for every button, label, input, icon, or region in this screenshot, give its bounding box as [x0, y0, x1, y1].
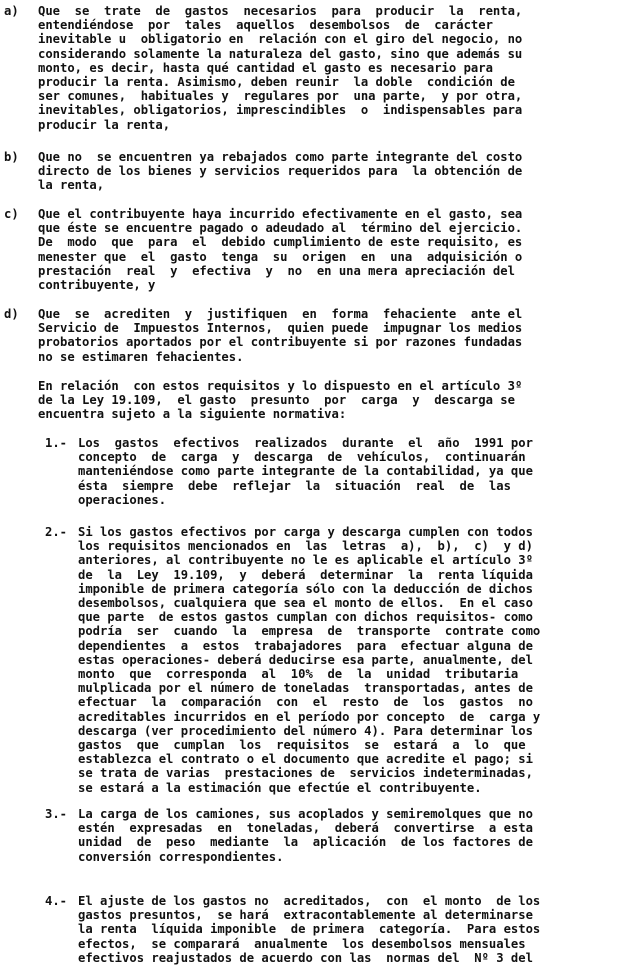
- item-text-line: Que el contribuyente haya incurrido efectivamente en el gasto, sea: [38, 207, 523, 221]
- item-text-line: Que no se encuentren ya rebajados como parte integrante del costo: [38, 150, 523, 164]
- item-text-line: producir la renta,: [38, 117, 171, 132]
- numbered-text-line: efectos, se comparará anualmente los desembolsos mensuales: [78, 936, 526, 951]
- item-text-line: monto, es decir, hasta qué cantidad el gasto es necesario para: [38, 60, 493, 75]
- numbered-text-line: dependientes a estos trabajadores para efectuar alguna de: [78, 638, 533, 653]
- numbered-text-line: manteniéndose como parte integrante de la contabilidad, ya que: [78, 464, 533, 479]
- item-text-line: entendiéndose por tales aquellos desembolsos de carácter: [38, 18, 493, 33]
- numbered-text-line: monto que corresponda al 10% de la unidad tributaria: [78, 667, 519, 681]
- numbered-text-line: conversión correspondientes.: [78, 849, 284, 864]
- numbered-text-line: anteriores, al contribuyente no le es aplicable el artículo 3º: [78, 553, 533, 568]
- numbered-marker: 4.-: [45, 894, 68, 908]
- numbered-text-line: descarga (ver procedimiento del número 4). Para determinar los: [78, 723, 533, 738]
- numbered-marker: 1.-: [45, 436, 68, 450]
- item-text-line: De modo que para el debido cumplimiento de este requisito, es: [38, 235, 523, 250]
- item-marker: b): [4, 150, 19, 164]
- numbered-text-line: acreditables incurridos en el período por concepto de carga y: [78, 709, 541, 724]
- intro-text-line: En relación con estos requisitos y lo dispuesto en el artículo 3º: [38, 379, 523, 393]
- item-text-line: producir la renta. Asimismo, deben reunir la doble condición de: [38, 75, 515, 89]
- numbered-text-line: que parte de estos gastos cumplan con dichos requisitos- como: [78, 610, 533, 625]
- numbered-text-line: imponible de primera categoría sólo con la deducción de dichos: [78, 581, 533, 596]
- item-text-line: que éste se encuentre pagado o adeudado al término del ejercicio.: [38, 221, 523, 236]
- item-text-line: Que se trate de gastos necesarios para producir la renta,: [38, 4, 523, 18]
- item-text-line: inevitable u obligatorio en relación con el giro del negocio, no: [38, 32, 523, 47]
- item-text-line: no se estimaren fehacientes.: [38, 349, 244, 364]
- numbered-text-line: gastos presuntos, se hará extracontablemente al determinarse: [78, 908, 533, 923]
- numbered-text-line: ésta siempre debe reflejar la situación real de las: [78, 478, 511, 493]
- item-marker: a): [4, 4, 19, 18]
- numbered-text-line: efectivos reajustados de acuerdo con las normas del Nº 3 del: [78, 950, 533, 965]
- numbered-text-line: Si los gastos efectivos por carga y descarga cumplen con todos: [78, 525, 533, 539]
- numbered-text-line: El ajuste de los gastos no acreditados, con el monto de los: [78, 894, 541, 908]
- item-text-line: directo de los bienes y servicios requeridos para la obtención de: [38, 164, 523, 179]
- item-text-line: contribuyente, y: [38, 278, 156, 292]
- numbered-marker: 3.-: [45, 807, 68, 821]
- intro-text-line: de la Ley 19.109, el gasto presunto por carga y descarga se: [38, 393, 515, 408]
- numbered-text-line: la renta líquida imponible de primera categoría. Para estos: [78, 922, 541, 937]
- item-text-line: ser comunes, habituales y regulares por una parte, y por otra,: [38, 89, 523, 104]
- intro-text-line: encuentra sujeto a la siguiente normativa:: [38, 407, 347, 422]
- numbered-text-line: podría ser cuando la empresa de transporte contrate como: [78, 624, 541, 639]
- numbered-text-line: establezca el contrato o el documento que acredite el pago; si: [78, 752, 533, 767]
- item-marker: d): [4, 307, 19, 321]
- numbered-marker: 2.-: [45, 525, 68, 539]
- numbered-text-line: estén expresadas en toneladas, deberá convertirse a esta: [78, 821, 533, 836]
- numbered-text-line: efectuar la comparación con el resto de los gastos no: [78, 695, 533, 710]
- numbered-text-line: se estará a la estimación que efectúe el contribuyente.: [78, 780, 482, 795]
- numbered-text-line: operaciones.: [78, 492, 167, 507]
- numbered-text-line: los requisitos mencionados en las letras a), b), c) y d): [78, 539, 533, 554]
- numbered-text-line: se trata de varias prestaciones de servicios indeterminadas,: [78, 766, 533, 781]
- numbered-text-line: La carga de los camiones, sus acoplados y semiremolques que no: [78, 807, 533, 821]
- item-text-line: inevitables, obligatorios, imprescindibles o indispensables para: [38, 103, 523, 118]
- item-text-line: menester que el gasto tenga su origen en una adquisición o: [38, 249, 523, 264]
- numbered-text-line: gastos que cumplan los requisitos se estará a lo que: [78, 738, 526, 752]
- numbered-text-line: estas operaciones- deberá deducirse esa parte, anualmente, del: [78, 652, 533, 667]
- numbered-text-line: concepto de carga y descarga de vehículos, continuarán: [78, 450, 526, 465]
- item-text-line: prestación real y efectiva y no en una mera apreciación del: [38, 263, 515, 278]
- item-text-line: Servicio de Impuestos Internos, quien puede impugnar los medios: [38, 321, 523, 336]
- item-marker: c): [4, 207, 19, 221]
- item-text-line: la renta,: [38, 178, 105, 193]
- numbered-text-line: de la Ley 19.109, y deberá determinar la renta líquida: [78, 567, 533, 582]
- numbered-text-line: Los gastos efectivos realizados durante el año 1991 por: [78, 436, 533, 450]
- item-text-line: probatorios aportados por el contribuyente si por razones fundadas: [38, 335, 523, 350]
- numbered-text-line: unidad de peso mediante la aplicación de los factores de: [78, 835, 533, 850]
- item-text-line: Que se acrediten y justifiquen en forma fehaciente ante el: [38, 307, 523, 321]
- numbered-text-line: mulplicada por el número de toneladas transportadas, antes de: [78, 681, 533, 696]
- item-text-line: considerando solamente la naturaleza del gasto, sino que además su: [38, 46, 523, 61]
- numbered-text-line: desembolsos, cualquiera que sea el monto de ellos. En el caso: [78, 596, 533, 610]
